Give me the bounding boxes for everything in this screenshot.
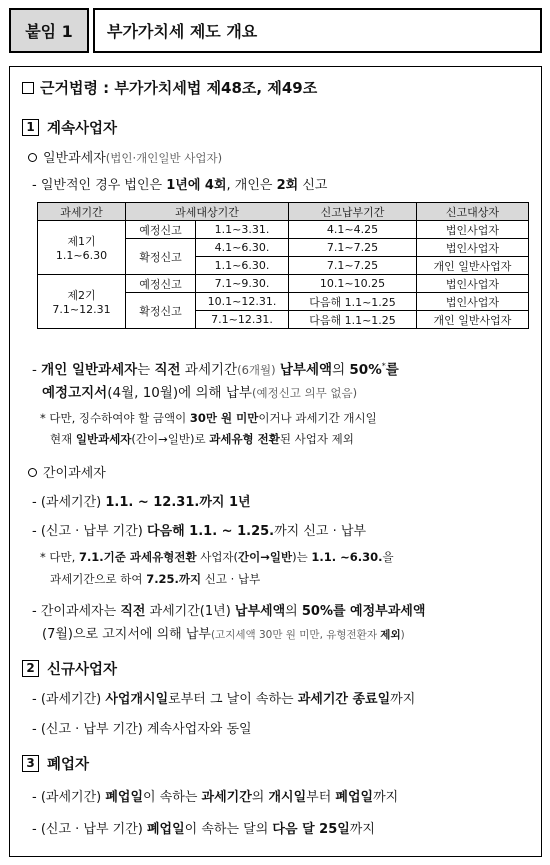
section-title: 신규사업자 <box>47 662 118 678</box>
filing-type-cell: 확정신고 <box>126 293 196 329</box>
simple-prepayment-line-cont: (7월)으로 고지서에 의해 납부(고지세액 30만 원 미만, 유형전환자 제외) <box>42 627 405 642</box>
new-business-filing-line: - (신고 · 납부 기간) 계속사업자와 동일 <box>32 722 252 737</box>
table-row <box>38 221 529 239</box>
table-cell: 법인사업자 <box>417 275 529 293</box>
content-frame <box>9 66 542 857</box>
table-header-cell: 신고대상자 <box>417 203 529 221</box>
section-2-heading <box>22 658 117 679</box>
table-cell: 7.1~9.30. <box>196 275 289 293</box>
individual-general-bullet: - 개인 일반과세자는 직전 과세기간(6개월) 납부세액의 50%*를 <box>32 361 399 378</box>
table-header-cell: 과세대상기간 <box>126 203 289 221</box>
section-title: 폐업자 <box>47 757 90 773</box>
table-cell: 법인사업자 <box>417 293 529 311</box>
table-cell: 법인사업자 <box>417 239 529 257</box>
table-cell: 7.1~7.25 <box>289 257 417 275</box>
document-title <box>93 8 542 53</box>
table-cell: 1.1~3.31. <box>196 221 289 239</box>
simple-filing-line: - (신고 · 납부 기간) 다음해 1.1. ~ 1.25.까지 신고 · 납부 <box>32 524 367 539</box>
simple-prepayment-line: - 간이과세자는 직전 과세기간(1년) 납부세액의 50%를 예정부과세액 <box>32 604 426 619</box>
circle-bullet-icon <box>28 153 37 162</box>
section-number-box: 1 <box>22 119 39 136</box>
table-cell: 다음해 1.1~1.25 <box>289 293 417 311</box>
closure-period-line: - (과세기간) 폐업일이 속하는 과세기간의 개시일부터 폐업일까지 <box>32 790 399 805</box>
table-row <box>38 275 529 293</box>
table-header-row <box>38 203 529 221</box>
table-cell: 4.1~4.25 <box>289 221 417 239</box>
exception-note: * 다만, 징수하여야 할 금액이 30만 원 미만이거나 과세기간 개시일 <box>40 411 377 425</box>
table-cell: 다음해 1.1~1.25 <box>289 311 417 329</box>
section-number-box: 3 <box>22 755 39 772</box>
table-cell: 4.1~6.30. <box>196 239 289 257</box>
simple-period-line: - (과세기간) 1.1. ~ 12.31.까지 1년 <box>32 495 251 510</box>
simple-taxpayer-heading <box>28 462 106 481</box>
attachment-tag-label: 붙임 1 <box>25 22 73 41</box>
table-cell: 1.1~6.30. <box>196 257 289 275</box>
new-business-period-line: - (과세기간) 사업개시일로부터 그 날이 속하는 과세기간 종료일까지 <box>32 692 416 707</box>
period-cell: 제2기 7.1~12.31 <box>38 275 126 329</box>
simple-taxpayer-label: 간이과세자 <box>43 466 106 481</box>
section-1-heading <box>22 117 117 138</box>
document-title-text: 부가가치세 제도 개요 <box>107 22 258 41</box>
exception-note-cont: 현재 일반과세자(간이→일반)로 과세유형 전환된 사업자 제외 <box>50 432 354 446</box>
attachment-tag <box>9 8 89 53</box>
tax-period-table <box>37 202 529 329</box>
filing-type-cell: 예정신고 <box>126 221 196 239</box>
table-cell: 7.1~12.31. <box>196 311 289 329</box>
general-taxpayer-note: (법인·개인일반 사업자) <box>105 151 223 165</box>
table-cell: 법인사업자 <box>417 221 529 239</box>
individual-general-bullet-cont: 예정고지서(4월, 10월)에 의해 납부(예정신고 의무 없음) <box>42 385 358 401</box>
table-header-cell: 신고납부기간 <box>289 203 417 221</box>
closure-filing-line: - (신고 · 납부 기간) 폐업일이 속하는 달의 다음 달 25일까지 <box>32 822 375 837</box>
simple-exception-note-cont: 과세기간으로 하여 7.25.까지 신고 · 납부 <box>50 572 261 586</box>
table-header-cell: 과세기간 <box>38 203 126 221</box>
general-taxpayer-label: 일반과세자 <box>43 151 106 166</box>
section-title: 계속사업자 <box>47 121 118 137</box>
section-3-heading <box>22 753 89 774</box>
legal-basis-text: 근거법령 : 부가가치세법 제48조, 제49조 <box>40 79 318 97</box>
filing-type-cell: 확정신고 <box>126 239 196 275</box>
table-cell: 10.1~10.25 <box>289 275 417 293</box>
period-cell: 제1기 1.1~6.30 <box>38 221 126 275</box>
table-cell: 개인 일반사업자 <box>417 257 529 275</box>
section-number-box: 2 <box>22 660 39 677</box>
general-taxpayer-heading <box>28 147 222 166</box>
square-bullet-icon <box>22 82 34 94</box>
general-taxpayer-line: - 일반적인 경우 법인은 1년에 4회, 개인은 2회 신고 <box>32 178 328 193</box>
circle-bullet-icon <box>28 468 37 477</box>
legal-basis <box>22 77 317 98</box>
filing-type-cell: 예정신고 <box>126 275 196 293</box>
table-cell: 개인 일반사업자 <box>417 311 529 329</box>
simple-exception-note: * 다만, 7.1.기준 과세유형전환 사업자(간이→일반)는 1.1. ~6.30.을 <box>40 550 394 564</box>
table-cell: 10.1~12.31. <box>196 293 289 311</box>
table-cell: 7.1~7.25 <box>289 239 417 257</box>
